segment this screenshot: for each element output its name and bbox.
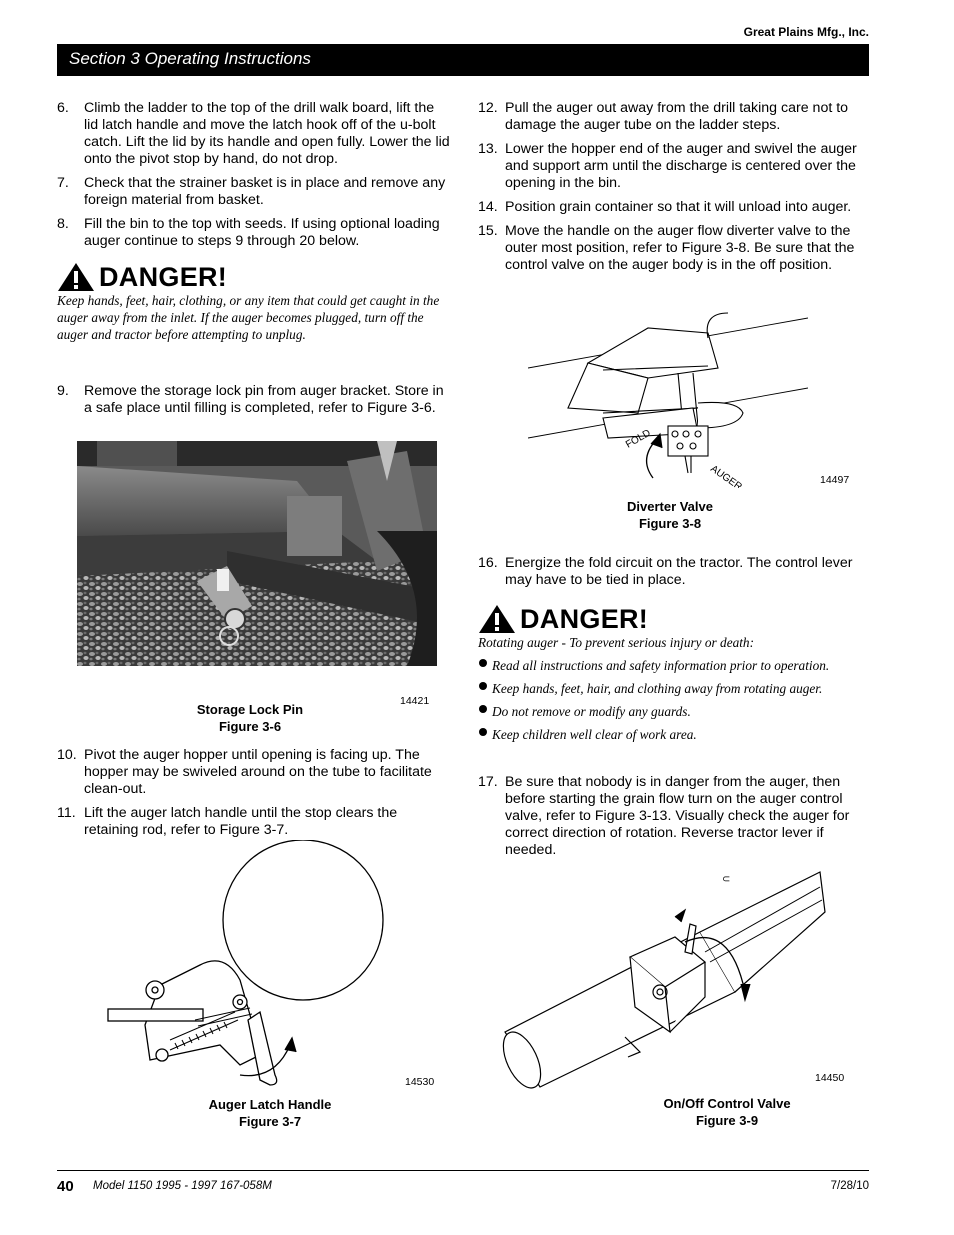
caption-title: Diverter Valve [626,499,713,514]
revision-date: 7/28/10 [830,1180,869,1192]
step-item [57,383,452,417]
figure-caption [150,701,350,735]
bullet-icon [479,728,487,736]
step-number: 12. [478,100,498,116]
step-item [478,774,870,859]
bullet-icon [479,705,487,713]
danger-bullet [478,703,870,720]
figure-number: 14530 [405,1076,435,1088]
step-item [57,216,452,250]
danger-label: DANGER! [99,261,228,292]
step-item [478,199,870,216]
steps-6-8 [57,100,452,250]
danger-text: Keep hands, feet, hair, clothing, or any item that could get caught in the auger away from the inlet. If the auger becomes plugged, turn off the auger and tractor before attempting to unplug. [57,293,440,342]
caption-label: Figure 3-8 [638,516,702,531]
step-text: Lower the hopper end of the auger and swivel the auger and support arm until the discharge is centered over the opening in the bin. [505,141,857,191]
section-title: Section 3 Operating Instructions [69,49,311,68]
step-number: 17. [478,774,498,790]
step-item [57,100,452,168]
storage-lock-pin-photo [77,441,437,666]
auger-latch-handle-drawing [100,840,400,1090]
figure-number: 14450 [815,1072,845,1084]
step-text: Remove the storage lock pin from auger bracket. Store in a safe place until filling is completed, refer to Figure 3-6. [84,383,444,416]
caption-label: Figure 3-6 [218,719,282,734]
control-valve-drawing [500,862,830,1092]
section-title-bar [57,44,869,76]
warning-triangle-icon [478,604,516,634]
step-item [478,555,870,589]
steps-10-11 [57,747,452,846]
page-number: 40 [57,1178,74,1195]
figure-caption [170,1096,370,1130]
step-text: Energize the fold circuit on the tractor. The control lever may have to be tied in place. [505,555,853,588]
step-item [478,141,870,192]
company-name: Great Plains Mfg., Inc. [743,25,869,39]
step-text: Pull the auger out away from the drill taking care not to damage the auger tube on the ladder steps. [505,100,849,133]
step-text: Climb the ladder to the top of the drill walk board, lift the lid latch handle and move the latch hook off of the u-bolt catch. Lift the lid by its handle and open fully. Lower the lid onto the pivot stop by hand, do not drop. [84,100,450,167]
figure-caption [570,498,770,532]
diverter-valve-drawing [528,308,808,488]
step-16-block [478,555,870,596]
step-9-block [57,383,452,424]
caption-title: On/Off Control Valve [663,1096,791,1111]
figure-caption [627,1095,827,1129]
step-text: Be sure that nobody is in danger from the auger, then before starting the grain flow turn on the auger control valve, refer to Figure 3-13. Visually check the auger for correct direction of rotation. Reverse tractor lever if needed. [505,774,850,858]
danger-bullet [478,680,870,697]
step-number: 14. [478,199,498,215]
left-column [57,100,452,257]
step-number: 8. [57,216,69,232]
step-text: Pivot the auger hopper until opening is facing up. The hopper may be swiveled around on the tube to facilitate clean-out. [84,747,432,797]
step-number: 16. [478,555,498,571]
step-number: 15. [478,223,498,239]
step-number: 13. [478,141,498,157]
step-text: Fill the bin to the top with seeds. If using optional loading auger continue to steps 9 through 20 below. [84,216,440,249]
step-item [57,175,452,209]
danger-label: DANGER! [520,603,649,634]
step-text: Check that the strainer basket is in place and remove any foreign material from basket. [84,175,446,208]
danger-heading [478,604,870,634]
step-text: Move the handle on the auger flow diverter valve to the outer most position, refer to Figure 3-8. Be sure that the control valve on the auger body is in the off position. [505,223,855,273]
step-text: Position grain container so that it will unload into auger. [505,199,852,215]
bullet-text: Keep children well clear of work area. [492,727,697,742]
danger-heading [57,262,452,292]
step-number: 7. [57,175,69,191]
step-17-block [478,774,870,866]
caption-label: Figure 3-7 [238,1114,302,1129]
bullet-text: Read all instructions and safety information prior to operation. [492,658,830,673]
step-number: 10. [57,747,77,763]
danger-notice [478,604,870,743]
step-number: 11. [57,805,76,821]
fold-label: FOLD [624,427,653,451]
step-item [478,223,870,274]
bullet-icon [479,682,487,690]
figure-number: 14497 [820,474,850,486]
footer-rule [57,1170,869,1171]
caption-title: Auger Latch Handle [208,1097,332,1112]
step-text: Lift the auger latch handle until the stop clears the retaining rod, refer to Figure 3-7. [84,805,398,838]
step-item [57,805,452,839]
step-number: 6. [57,100,69,116]
step-item [478,100,870,134]
bullet-text: Do not remove or modify any guards. [492,704,691,719]
auger-label: AUGER [708,463,744,488]
danger-intro: Rotating auger - To prevent serious injury or death: [478,635,755,650]
bullet-text: Keep hands, feet, hair, and clothing away from rotating auger. [492,681,823,696]
model-info: Model 1150 1995 - 1997 167-058M [93,1180,272,1192]
danger-bullet [478,726,870,743]
figure-number: 14421 [400,695,430,707]
right-column [478,100,870,281]
bullet-icon [479,659,487,667]
svg-text:⊂: ⊂ [722,874,731,885]
danger-bullet [478,657,870,674]
warning-triangle-icon [57,262,95,292]
step-number: 9. [57,383,69,399]
step-item [57,747,452,798]
caption-label: Figure 3-9 [695,1113,759,1128]
caption-title: Storage Lock Pin [196,702,304,717]
danger-notice [57,262,452,343]
